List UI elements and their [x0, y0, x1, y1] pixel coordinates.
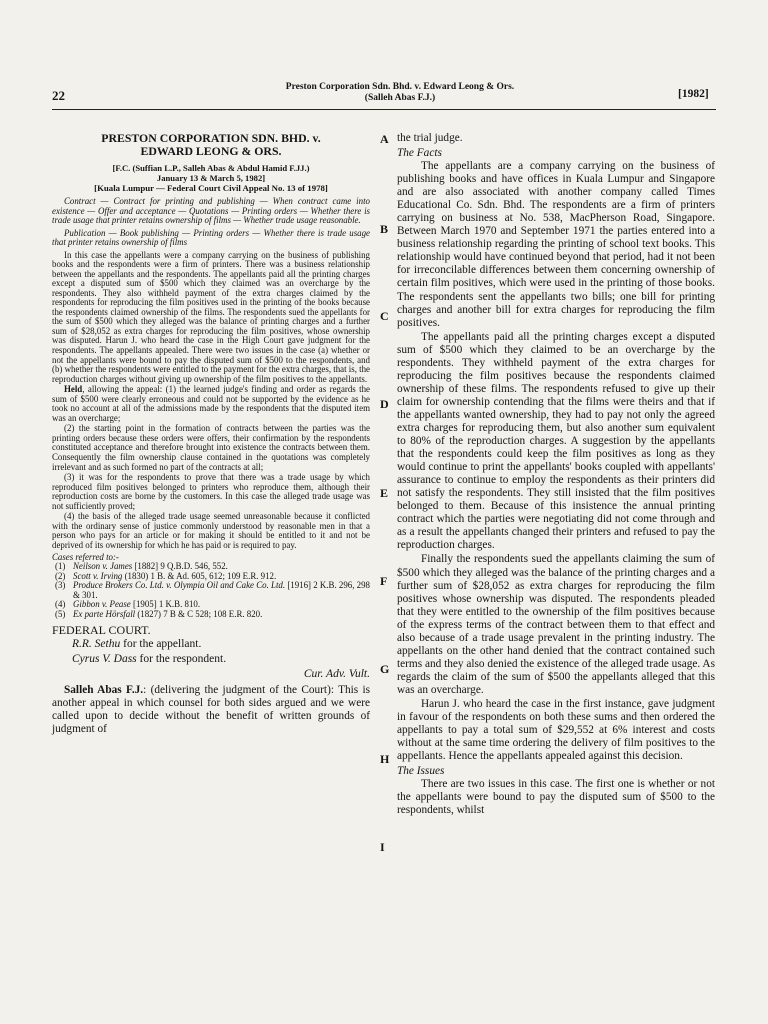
court-dates: January 13 & March 5, 1982] [156, 173, 266, 183]
report-year: [1982] [678, 88, 709, 100]
case-number: (5) [55, 608, 66, 619]
facts-heading: The Facts [397, 147, 442, 160]
curia-advisari-vult: Cur. Adv. Vult. [303, 668, 370, 681]
held-1-text: , allowing the appeal: (1) the learned judge's finding and order as regards the sum of $500 were clearly erroneous and could not be supported by the evidence as he took no account at all of the admissions made by the respondents that the disputed item was an overcharge; [52, 384, 370, 423]
counsel-role: for the respondent. [136, 653, 227, 666]
case-item [52, 581, 370, 600]
headnote-held-1 [52, 385, 370, 423]
issues-heading: The Issues [397, 765, 445, 778]
case-name: Ex parte Hörsfall [73, 608, 136, 619]
margin-letter-b: B [380, 222, 389, 236]
case-citation: (1827) 7 B & C 528; 108 E.R. 820. [135, 608, 263, 619]
cases-list [52, 562, 370, 619]
judgment-paragraph: Finally the respondents sued the appellants claiming the sum of $500 which they alleged was the balance of the printing charges and a further sum of $28,052 as extra charges for reproducing the film positives whose ownership was disputed. The respondents pleaded that they were entitled to the ownership of the film positives because of the express terms of the contract between them to that effect and also because of a trade usage prevalent in the printing industry. The appellants on the other hand denied that the contract contained such terms and they also denied the existence of the alleged trade usage. As regards the claim of the sum of $500 the appellants alleged that this was an overcharge. [397, 553, 715, 696]
catchwords-publication: Publication — Book publishing — Printing orders — Whether there is trade usage that printer retains ownership of films [52, 227, 370, 247]
margin-letter-d: D [380, 397, 389, 411]
headnote-held-2: (2) the starting point in the formation of contracts between the parties was the printing orders because these orders were offers, their confirmation by the respondents constituted acceptance and therefore brought into existence the contracts between them. Consequently the film ownership clause contained in the quotations was completely irrelevant and as such formed no part of the contracts at all; [52, 423, 370, 472]
margin-letter-h: H [380, 752, 390, 766]
counsel-appellant [52, 637, 370, 652]
judgment-paragraph: The appellants paid all the printing charges except a disputed sum of $500 which they claimed to be an overcharge by the respondents. They withheld payment of the extra charges for reproducing the film positives because the respondents claimed ownership of these films. The respondents refused to give up their claim for ownership contending that the films were theirs and that if the appellants wanted ownership, they had to pay not only the agreed extra charges for reproducing them, but also another sum equivalent to 80% of the reproduction charges. A suggestion by the appellants that the respondents could keep the film positives as long as they would continue to print the appellants' books coupled with appellants' assurance to continue to employ the respondents as their printers did not satisfy the respondents. They still insisted that the film positives belonged to them. Because of this insistence the annual printing contract which the parties were negotiating did not come through and as a result the appellants changed their printers and refused to pay the reproduction charges. [397, 330, 715, 552]
counsel-role: for the appellant. [120, 638, 202, 651]
margin-letter-i: I [380, 840, 385, 854]
case-citation: [1916] 2 K.B. 296, 298 & 301. [73, 580, 370, 600]
judgment-paragraph: Harun J. who heard the case in the first instance, gave judgment in favour of the respondents on both these sums and then ordered the appellants to pay a total sum of $29,552 at 6% interest and costs without at the same time ordering the delivery of film positives to the appellants. Hence the appellants appealed against this decision. [397, 697, 715, 763]
running-header-judge: (Salleh Abas F.J.) [364, 93, 436, 103]
margin-letter-f: F [380, 574, 388, 588]
case-title [52, 132, 370, 158]
court-coram: [F.C. (Suffian L.P., Salleh Abas & Abdul Hamid F.JJ.) [112, 163, 310, 173]
running-header [200, 82, 600, 104]
judgment-paragraph: The appellants are a company carrying on the business of publishing books and have offices in Kuala Lumpur and Singapore and are also associated with another company called Times Educational Co. Sdn. Bhd. The respondents are a firm of printers carrying on business at No. 538, MacPherson Road, Singapore. Between March 1970 and September 1971 the parties entered into a business relationship regarding the printing of school text books. This relationship would have continued beyond that period, had it not been for irreconcilable differences between them concerning ownership of certain film positives, which were used in the printing of those books. The respondents sent the appellants two bills; one bill for printing charges and another bill for extra charges for reproducing the film positives. [397, 160, 715, 329]
case-name: Gibbon v. Pease [73, 599, 131, 610]
judge-name: Salleh Abas F.J. [64, 684, 144, 697]
judgment-paragraph: There are two issues in this case. The first one is whether or not the appellants were bound to pay the disputed sum of $500 to the respondents, whilst [397, 778, 715, 817]
margin-letter-a: A [380, 132, 389, 146]
counsel-name: Cyrus V. Dass [72, 653, 137, 666]
case-item [52, 610, 370, 620]
headnote-held-3: (3) it was for the respondents to prove that there was a trade usage by which reproduced film positives belonged to printers who reproduce them, although their reproduction costs are borne by the customers. In this case the alleged trade usage was not sufficiently proved; [52, 472, 370, 511]
judgment-opening [52, 684, 370, 736]
page-number: 22 [52, 88, 65, 103]
case-citation: [1905] 1 K.B. 810. [130, 599, 201, 610]
counsel-respondent [52, 652, 370, 667]
case-name: Produce Brokers Co. Ltd. v. Olympia Oil and Cake Co. Ltd. [73, 580, 286, 591]
header-rule [52, 109, 716, 110]
case-number: (1) [55, 561, 66, 572]
case-name: Scott v. Irving [73, 570, 123, 581]
margin-letter-g: G [380, 662, 390, 676]
judgment-opening-text: : (delivering the judgment of the Court): This is another appeal in which counsel for both sides argued and we were called upon to decide without the benefit of written grounds of judgment of [52, 684, 370, 736]
federal-court-heading: FEDERAL COURT. [52, 623, 151, 638]
catchwords-contract: Contract — Contract for printing and publishing — When contract came into existence — Offer and acceptance — Quotations — Printing orders — Whether there is trade usage that printer retains ownership of films — Whether trade usage reasonable. [52, 196, 370, 225]
case-number: (4) [55, 599, 66, 610]
case-citation: [1882] 9 Q.B.D. 546, 552. [132, 561, 228, 572]
right-column [397, 132, 715, 818]
margin-letter-e: E [380, 486, 389, 500]
continuation-text: the trial judge. [397, 132, 463, 144]
headnote-facts: In this case the appellants were a company carrying on the business of publishing books and the respondents were a firm of printers. There was a business relationship between the appellants and the respondents. The appellants paid all the printing charges except a disputed sum of $500 which they claimed was an overcharge by the respondents. They also withheld payment of the extra charges claimed by the respondents for reproducing the film positives used in the printing of the books because the respondents claimed ownership of the films. The respondents sued the appellants for the sum of $500 which they alleged was the balance of printing charges and a further sum of $28,052 as extra charges for reproducing the film positives, whose ownership was disputed. Harun J. who heard the case in the High Court gave judgment for the respondents. The appellants appealed. There were two issues in the case (a) whether or not the appellants were bound to pay the disputed sum of $500 to the respondents, and (b) whether the respondents were entitled to the payment for the extra charges, that is, the reproduction charges without giving up ownership of the film positives to the appellants. [52, 249, 370, 384]
case-title-line-1: PRESTON CORPORATION SDN. BHD. v. [101, 131, 321, 145]
case-number: (3) [55, 580, 66, 591]
case-title-line-2: EDWARD LEONG & ORS. [140, 144, 282, 158]
cases-heading: Cases referred to:- [52, 552, 119, 563]
left-column [52, 132, 370, 736]
case-number: (2) [55, 570, 66, 581]
running-header-title: Preston Corporation Sdn. Bhd. v. Edward Leong & Ors. [285, 82, 515, 92]
headnote-held-4: (4) the basis of the alleged trade usage seemed unreasonable because it conflicted with the ordinary sense of justice commonly understood by reasonable men in that a person who pays for an article or for making it should be entitled to it and not be deprived of its ownership for which he has paid or is required to pay. [52, 511, 370, 550]
margin-letter-c: C [380, 309, 389, 323]
case-name: Neilson v. James [73, 561, 133, 572]
appeal-reference: [Kuala Lumpur — Federal Court Civil Appeal No. 13 of 1978] [94, 183, 328, 193]
counsel-name: R.R. Sethu [72, 638, 121, 651]
case-citation: (1830) 1 B. & Ad. 605, 612; 109 E.R. 912. [122, 570, 277, 581]
held-label: Held [64, 384, 83, 395]
